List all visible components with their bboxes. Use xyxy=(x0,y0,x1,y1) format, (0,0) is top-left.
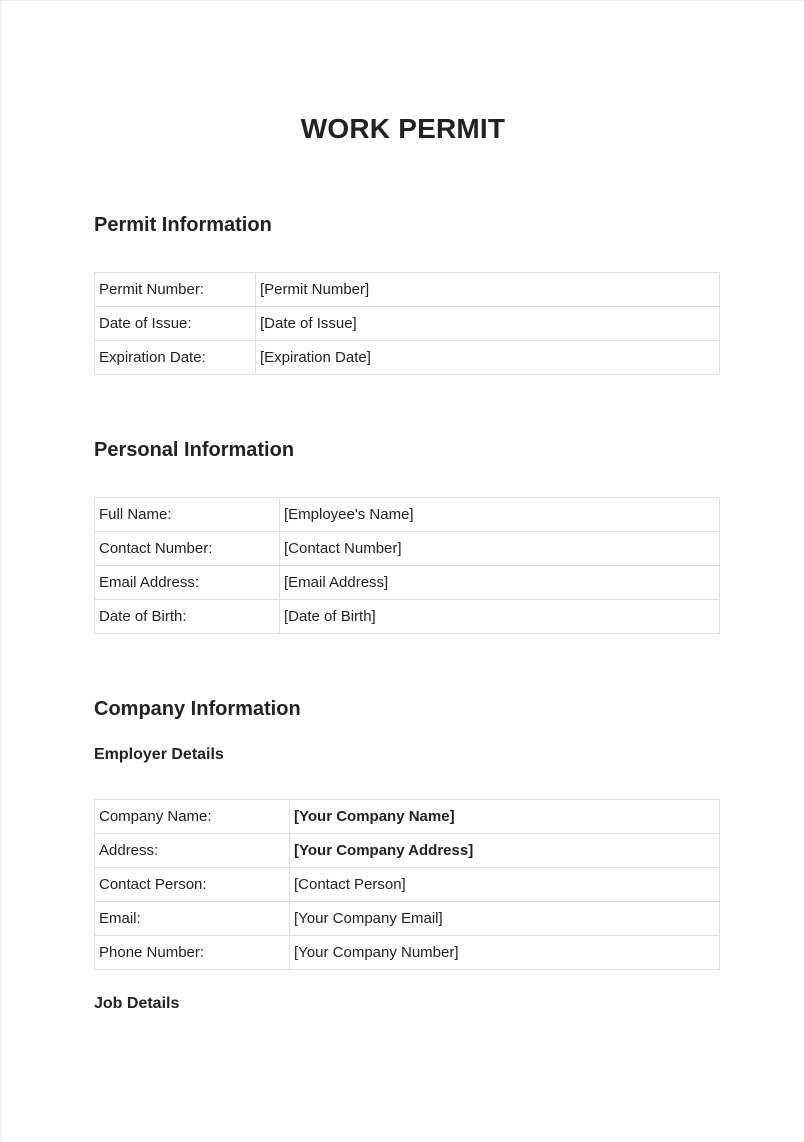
email-address-label: Email Address: xyxy=(95,566,280,600)
permit-number-value: [Permit Number] xyxy=(256,273,720,307)
contact-number-value: [Contact Number] xyxy=(280,532,720,566)
email-address-value: [Email Address] xyxy=(280,566,720,600)
expiration-date-label: Expiration Date: xyxy=(95,341,256,375)
address-value: [Your Company Address] xyxy=(290,834,720,868)
table-row xyxy=(95,600,720,634)
table-row xyxy=(95,834,720,868)
email-label: Email: xyxy=(95,902,290,936)
date-of-issue-value: [Date of Issue] xyxy=(256,307,720,341)
address-label: Address: xyxy=(95,834,290,868)
table-row xyxy=(95,800,720,834)
table-row xyxy=(95,868,720,902)
table-row xyxy=(95,341,720,375)
phone-number-label: Phone Number: xyxy=(95,936,290,970)
contact-person-value: [Contact Person] xyxy=(290,868,720,902)
table-row xyxy=(95,532,720,566)
job-details-subheading: Job Details xyxy=(94,995,180,1012)
permit-information-heading: Permit Information xyxy=(94,214,272,236)
table-row xyxy=(95,902,720,936)
table-row xyxy=(95,307,720,341)
document-title: WORK PERMIT xyxy=(300,113,506,144)
email-value: [Your Company Email] xyxy=(290,902,720,936)
table-row xyxy=(95,566,720,600)
employer-details-subheading: Employer Details xyxy=(94,746,224,763)
company-name-label: Company Name: xyxy=(95,800,290,834)
date-of-issue-label: Date of Issue: xyxy=(95,307,256,341)
table-row xyxy=(95,936,720,970)
permit-number-label: Permit Number: xyxy=(95,273,256,307)
expiration-date-value: [Expiration Date] xyxy=(256,341,720,375)
company-name-value: [Your Company Name] xyxy=(290,800,720,834)
date-of-birth-value: [Date of Birth] xyxy=(280,600,720,634)
employer-details-table xyxy=(94,799,720,970)
permit-information-table xyxy=(94,272,720,375)
phone-number-value: [Your Company Number] xyxy=(290,936,720,970)
full-name-value: [Employee's Name] xyxy=(280,498,720,532)
full-name-label: Full Name: xyxy=(95,498,280,532)
table-row xyxy=(95,498,720,532)
date-of-birth-label: Date of Birth: xyxy=(95,600,280,634)
company-information-heading: Company Information xyxy=(94,698,301,720)
personal-information-table xyxy=(94,497,720,634)
contact-number-label: Contact Number: xyxy=(95,532,280,566)
personal-information-heading: Personal Information xyxy=(94,439,295,461)
contact-person-label: Contact Person: xyxy=(95,868,290,902)
table-row xyxy=(95,273,720,307)
